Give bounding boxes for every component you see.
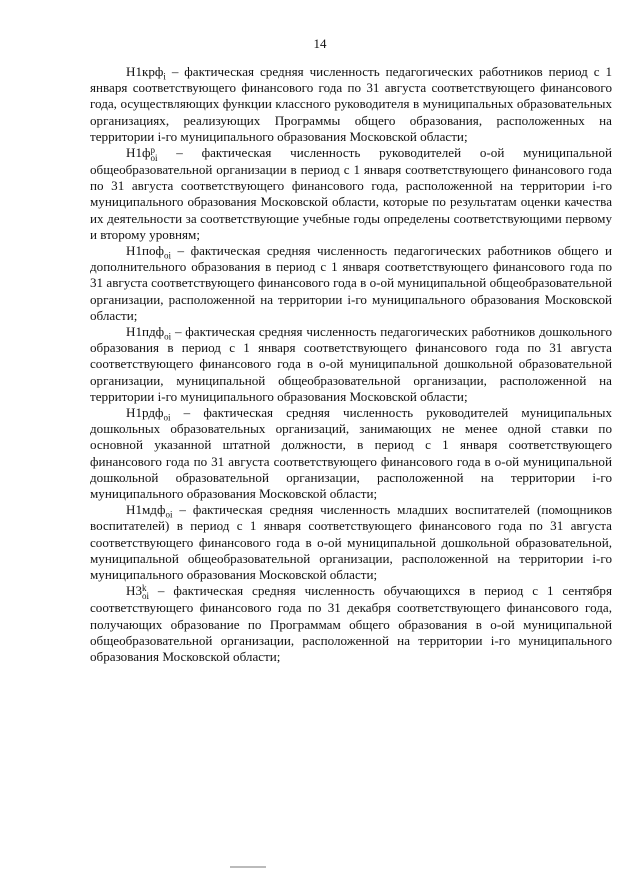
definition-text: – фактическая средняя численность педагогических работников дошкольного образования в период с 1 января соответствующего финансового года по 31 августа соответствующего финансового года в о-ой муниципальной дошкольной образовательной организации, муниципальной общеобразовательной организации, расположенной на территории i-го муниципального образования Московской области; [90,324,612,404]
definition-n1mdf [90,502,612,583]
definition-text: – фактическая средняя численность педагогических работников период с 1 января соответствующего финансового года по 31 августа соответствующего финансового года, осуществляющих функции классного руководителя в муниципальных образовательных организациях, реализующих Программы общего образования, расположенных на территории i-го муниципального образования Московской области; [90,64,612,144]
definition-n1krf [90,64,612,145]
formula-symbol: Н1поф$_{oi}$ [126,243,172,261]
definition-n1pdf [90,324,612,405]
definition-n3-k [90,583,612,665]
formula-symbol: Н1пдф$_{oi}$ [126,324,172,342]
formula-symbol: Н1мдф$_{oi}$ [126,502,173,520]
formula-symbol: Н3 k oi [126,583,150,602]
formula-symbol: Н1крф$_i$ [126,64,166,82]
page-number: 14 [313,36,327,51]
definition-text: – фактическая средняя численность руководителей муниципальных дошкольных образовательных организаций, занимающих не менее одной ставки по основной указанной штатной должности, в период с 1 января соответствующего финансового года по 31 августа соответствующего финансового года в о-ой муниципальной дошкольной образовательной организации, расположенной на территории i-го муниципального образования Московской области; [90,405,612,502]
document-body [90,64,612,665]
definition-n1f-p [90,145,612,243]
definition-text: – фактическая средняя численность младших воспитателей (помощников воспитателей) в период с 1 января соответствующего финансового года по 31 августа соответствующего финансового года в о-ой муниципальной дошкольной образовательной, муниципальной общеобразовательной организации, расположенной на территории i-го муниципального образования Московской области; [90,502,612,583]
definition-n1pof [90,243,612,324]
formula-symbol: Н1ф p oi [126,145,158,164]
definition-n1rdf [90,405,612,502]
definition-text: – фактическая средняя численность педагогических работников общего и дополнительного образования в период с 1 января соответствующего финансового года по 31 августа соответствующего финансового года в о-ой муниципальной общеобразовательной организации, расположенной на территории i-го муниципального образования Московской области; [90,243,612,323]
definition-text: – фактическая средняя численность обучающихся в период с 1 сентября соответствующего финансового года по 31 декабря соответствующего финансового года, получающих образование по Программам общего образования в о-ой муниципальной общеобразовательной организации, расположенной на территории i-го муниципального образования Московской области; [90,583,612,664]
definition-text: – фактическая численность руководителей о-ой муниципальной общеобразовательной организации в период с 1 января соответствующего финансового года по 31 августа соответствующего финансового года, расположенной на территории i-го муниципального образования Московской области, которые по результатам оценки качества их деятельности за соответствующие учебные годы определены соответствующими первому и второму уровням; [90,145,612,242]
scan-artifact-line [230,866,266,868]
formula-symbol: Н1рдф$_{oi}$ [126,405,171,423]
